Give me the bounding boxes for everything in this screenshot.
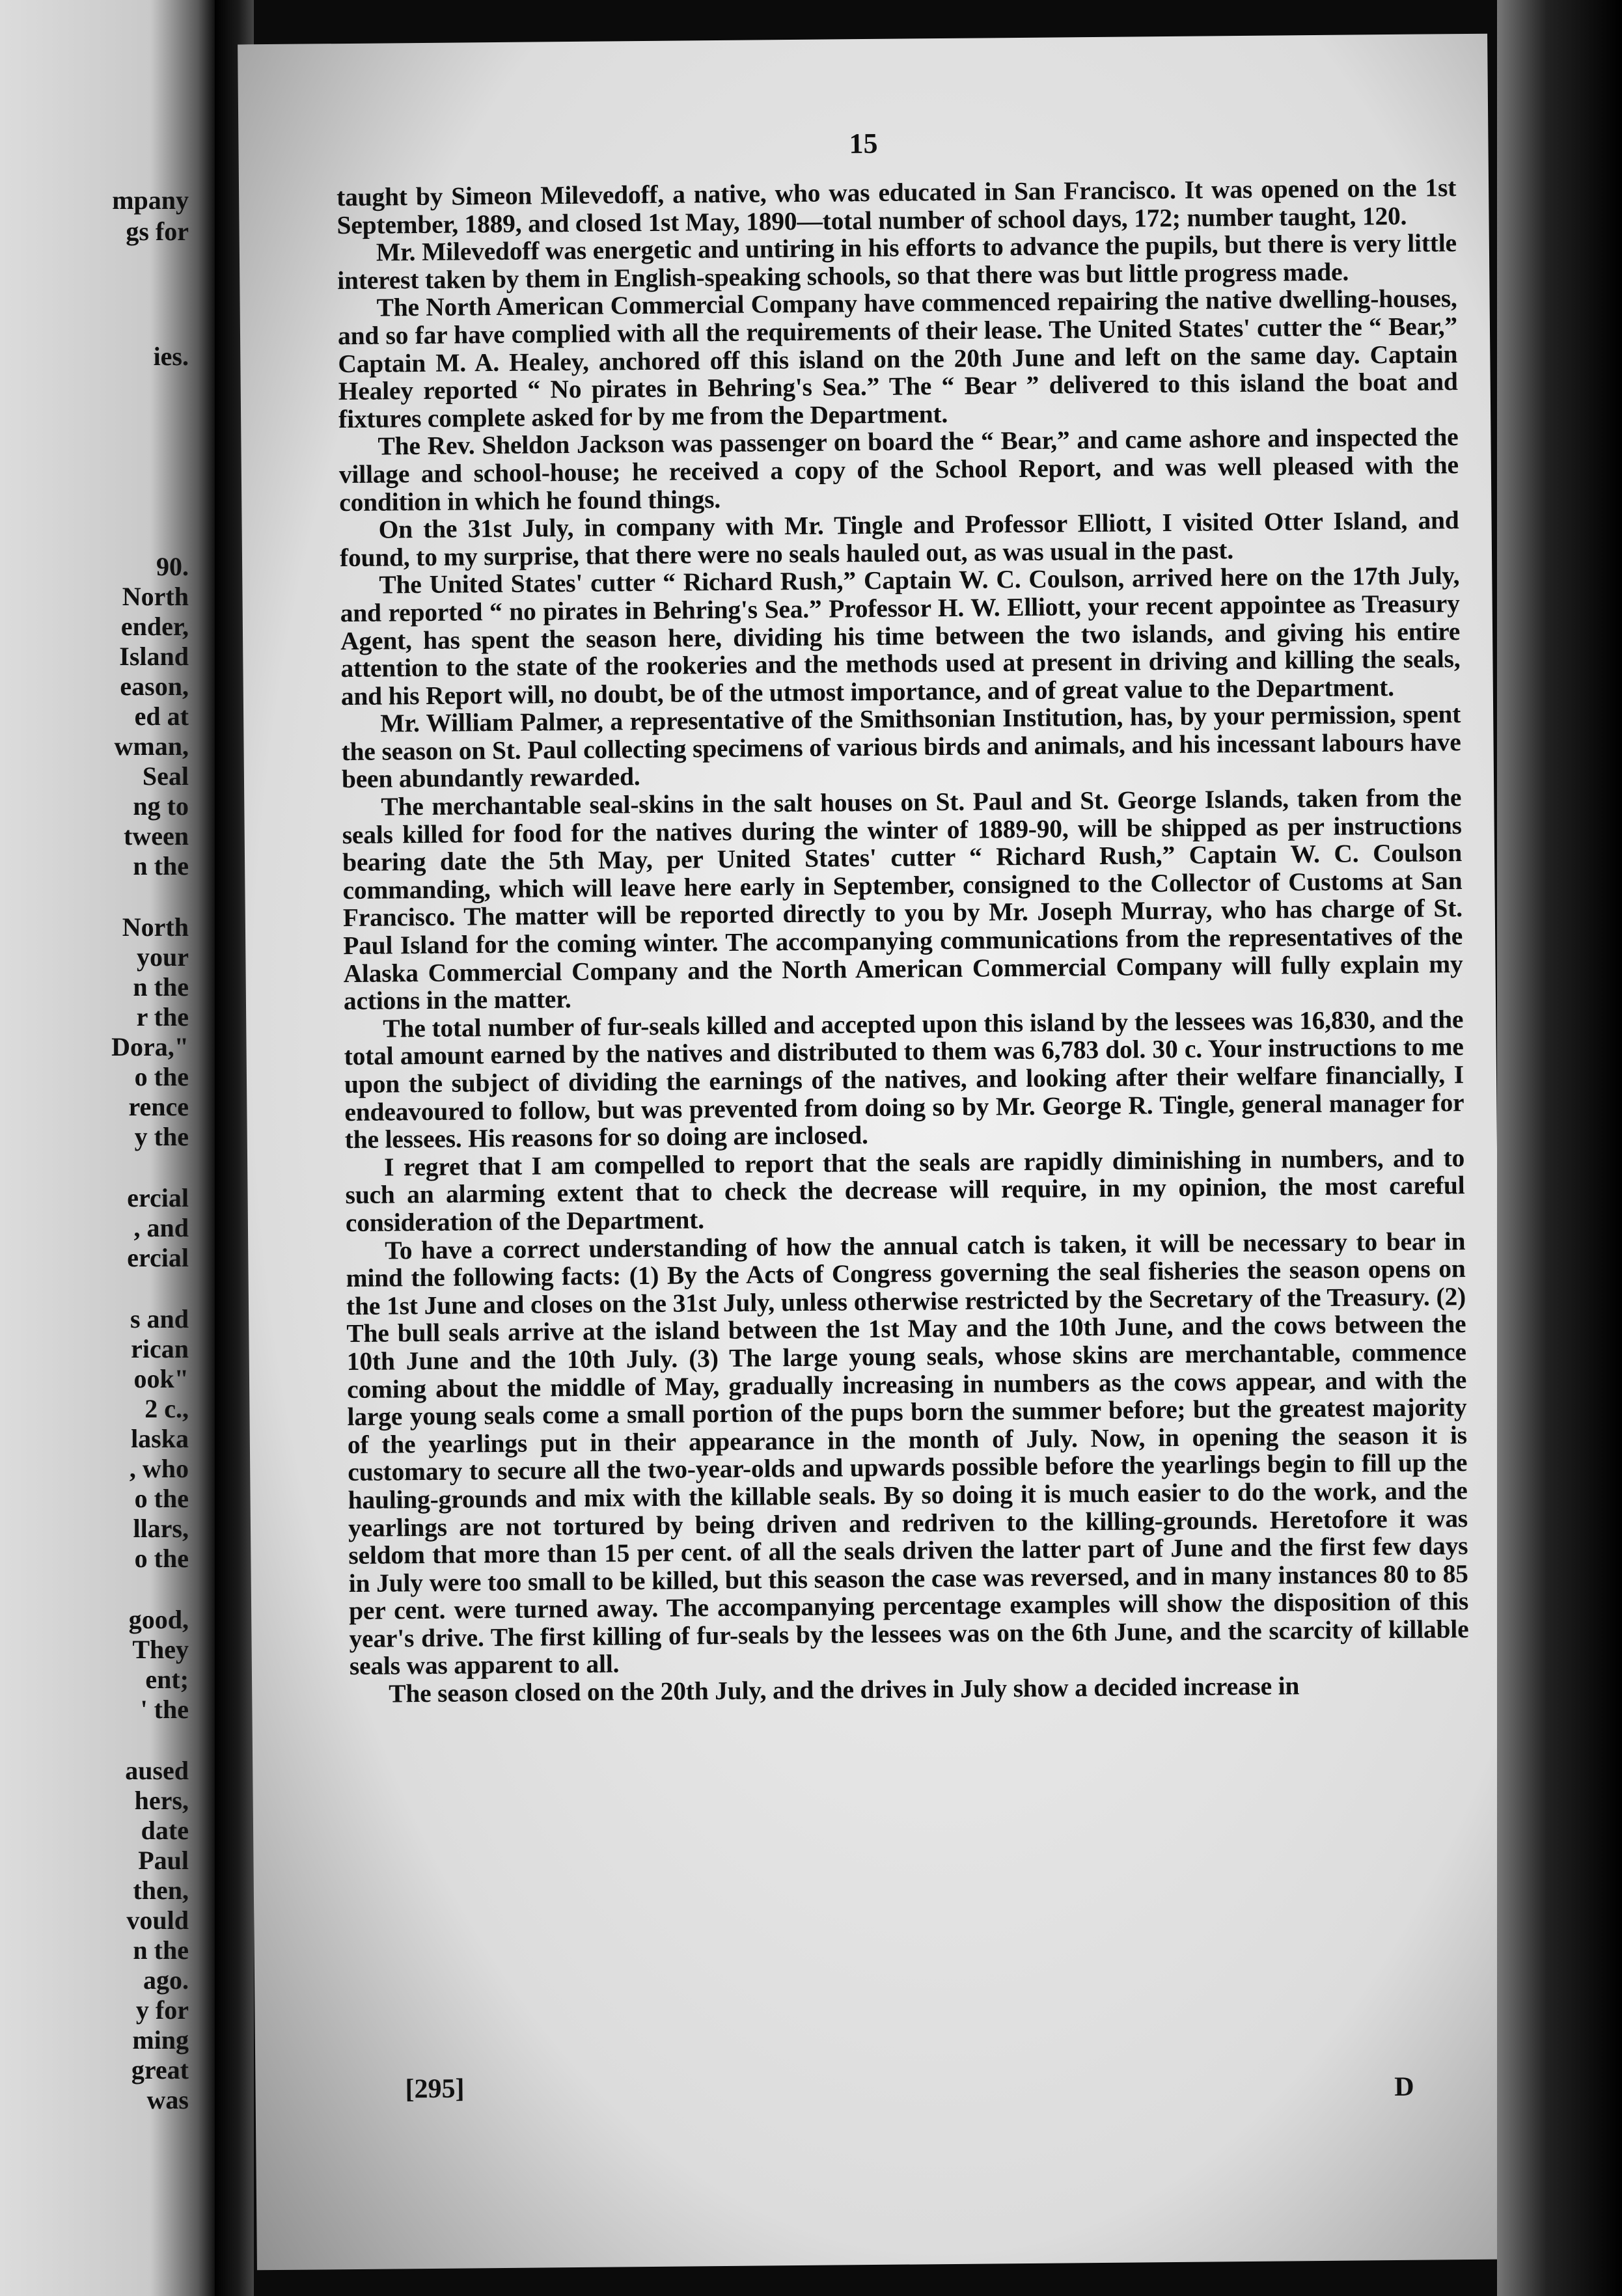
body-text: [337, 174, 1469, 1708]
left-page-fragment: Seal: [142, 761, 189, 791]
left-page-fragment: 90.: [156, 552, 189, 581]
left-page-fragment: aused: [125, 1756, 189, 1785]
left-page-fragment: ercial: [127, 1243, 189, 1272]
left-page-fragment: Dora,": [111, 1032, 189, 1061]
left-page-edge: [0, 0, 215, 2296]
left-page-fragment: y for: [135, 1995, 189, 2025]
left-page-fragment: ng to: [133, 791, 189, 821]
body-paragraph: The Rev. Sheldon Jackson was passenger on board the “ Bear,” and came ashore and inspected the village and school-house; he received a copy of the School Report, and was well pleased with the condition in which he found things.: [338, 422, 1459, 517]
left-page-fragment: ent;: [145, 1665, 189, 1694]
body-paragraph: The season closed on the 20th July, and the drives in July show a decided increase in: [389, 1671, 1300, 1708]
body-paragraph: I regret that I am compelled to report that the seals are rapidly diminishing in numbers, and to such an alarming extent that to check the decrease will require, in my opinion, the most careful consideration of the Department.: [345, 1143, 1465, 1238]
body-paragraph: The total number of fur-seals killed and accepted upon this island by the lessees was 16,830, and the total amount earned by the natives and distributed to them was 6,783 dol. 30 c. Your instructions to me upon the subject of dividing the earnings of the natives, and looking after their welfare financially, I endeavoured to follow, but was prevented from doing so by Mr. George R. Tingle, general manager for the lessees. His reasons for so doing are inclosed.: [344, 1004, 1464, 1155]
left-page-fragment: then,: [133, 1876, 189, 1905]
left-page-fragment: 2 c.,: [144, 1394, 189, 1423]
left-page-fragment: ed at: [134, 702, 189, 731]
left-page-fragment: r the: [136, 1002, 189, 1032]
left-page-fragment: s and: [130, 1304, 189, 1333]
left-page-fragment: tween: [124, 821, 189, 851]
left-page-fragment: Island: [119, 642, 189, 671]
left-page-fragment: Paul: [138, 1846, 189, 1875]
left-page-fragment: vould: [126, 1906, 189, 1935]
left-page-fragment: gs for: [126, 217, 189, 246]
left-page-fragment: hers,: [134, 1786, 189, 1815]
left-page-fragment: good,: [128, 1605, 189, 1634]
left-page-fragment: y the: [134, 1122, 189, 1151]
right-page-shadow: [1497, 0, 1622, 2296]
left-page-fragment: ming: [132, 2025, 189, 2055]
left-page-fragment: n the: [133, 1935, 189, 1965]
left-page-fragment: your: [137, 942, 189, 972]
left-page-fragment: rence: [128, 1092, 189, 1121]
main-page: [238, 34, 1507, 2271]
page-number: 15: [849, 127, 878, 160]
left-page-fragment: n the: [133, 972, 189, 1002]
catchword: D: [1394, 2071, 1414, 2103]
left-page-fragment: n the: [133, 851, 189, 881]
left-page-fragment: mpany: [112, 185, 189, 215]
left-page-fragment: eason,: [120, 672, 189, 701]
left-page-fragment: , who: [129, 1454, 189, 1483]
left-page-fragment: North: [122, 912, 189, 942]
left-page-fragment: , and: [133, 1213, 189, 1242]
left-page-fragment: o the: [134, 1484, 189, 1513]
body-paragraph: The merchantable seal-skins in the salt houses on St. Paul and St. George Islands, taken from the seals killed for food for the natives during the winter of 1889-90, will be shipped as per instructions bearing date the 5th May, per United States' cutter “ Richard Rush,” Captain W. C. Coulson commanding, which will leave here early in September, consigned to the Collector of Customs at San Francisco. The matter will be reported directly to you by Mr. Joseph Murray, who has charge of St. Paul Island for the coming winter. The accompanying communications from the representatives of the Alaska Commercial Company and the North American Commercial Company will fully explain my actions in the matter.: [342, 783, 1463, 1016]
left-page-fragment: o the: [134, 1062, 189, 1091]
left-page-fragment: o the: [134, 1544, 189, 1573]
left-page-fragment: date: [141, 1816, 189, 1845]
signature-mark: [295]: [405, 2073, 465, 2105]
body-paragraph: Mr. Milevedoff was energetic and untiring in his efforts to advance the pupils, but there is very little interest taken by them in English-speaking schools, so that there was but little progress made.: [337, 228, 1457, 295]
left-page-fragment: laska: [131, 1424, 189, 1453]
left-page-fragment: ercial: [127, 1183, 189, 1212]
left-page-fragment: great: [131, 2055, 189, 2084]
body-paragraph: The North American Commercial Company have commenced repairing the native dwelling-houses, and so far have complied with all the requirements of their lease. The United States' cutter the “ Bear,” Captain M. A. Healey, anchored off this island on the 20th June and left on the same day. Captain Healey reported “ No pirates in Behring's Sea.” The “ Bear ” delivered to this island the boat and fixtures complete asked for by me from the Department.: [337, 284, 1458, 433]
left-page-fragment: ies.: [153, 342, 189, 371]
left-page-fragment: was: [146, 2085, 189, 2114]
left-page-fragment: ook": [133, 1364, 189, 1393]
left-page-fragment: wman,: [114, 731, 189, 761]
body-paragraph: Mr. William Palmer, a representative of the Smithsonian Institution, has, by your permission, spent the season on St. Paul collecting specimens of various birds and animals, and his incessant labours have been abundantly rewarded.: [341, 700, 1461, 794]
body-paragraph: taught by Simeon Milevedoff, a native, who was educated in San Francisco. It was opened on the 1st September, 1889, and closed 1st May, 1890—total number of school days, 172; number taught, 120.: [336, 173, 1457, 239]
left-page-fragment: llars,: [133, 1514, 189, 1543]
left-page-fragment: North: [122, 582, 189, 611]
left-page-fragment: ender,: [120, 612, 189, 641]
left-page-fragment: ago.: [143, 1965, 189, 1995]
body-paragraph: To have a correct understanding of how the annual catch is taken, it will be necessary to bear in mind the following facts: (1) By the Acts of Congress governing the seal fisheries the season opens on the 1st June and closes on the 31st July, unless otherwise restricted by the Secretary of the Treasury. (2) The bull seals arrive at the island between the 1st May and the 10th June, and the cows between the 10th June and the 10th July. (3) The large young seals, whose skins are merchantable, commence coming about the middle of May, gradually increasing in numbers as the cows appear, and with the large young seals come a small portion of the pups born the summer before; but the greatest majority of the yearlings put in their appearance in the month of July. Now, in opening the season it is customary to secure all the two-year-olds and upwards possible before the yearlings begin to fill up the hauling-grounds and mix with the killable seals. By so doing it is much easier to do the work, and the yearlings are not tortured by being driven and redriven to the killing-grounds. Heretofore it was seldom that more than 15 per cent. of all the seals driven the latter part of June and the first few days in July were too small to be killed, but this season the case was reversed, and in many instances 80 to 85 per cent. were turned away. The accompanying percentage examples will show the disposition of this year's drive. The first killing of fur-seals by the lessees was on the 6th June, and the scarcity of killable seals was apparent to all.: [346, 1226, 1469, 1681]
left-page-fragment: They: [132, 1635, 189, 1664]
left-page-fragment: rican: [131, 1334, 189, 1363]
body-paragraph: On the 31st July, in company with Mr. Tingle and Professor Elliott, I visited Otter Island, and found, to my surprise, that there were no seals hauled out, as was usual in the past.: [339, 506, 1459, 572]
body-paragraph: The United States' cutter “ Richard Rush,” Captain W. C. Coulson, arrived here on the 17th July, and reported “ no pirates in Behring's Sea.” Professor H. W. Elliott, your recent appointee as Treasury Agent, has spent the season here, dividing his time between the two islands, and giving his entire attention to the state of the rookeries and the methods used at present in driving and killing the seals, and his Report will, no doubt, be of the utmost importance, and of great value to the Department.: [340, 561, 1461, 711]
left-page-fragment: ' the: [140, 1695, 189, 1724]
